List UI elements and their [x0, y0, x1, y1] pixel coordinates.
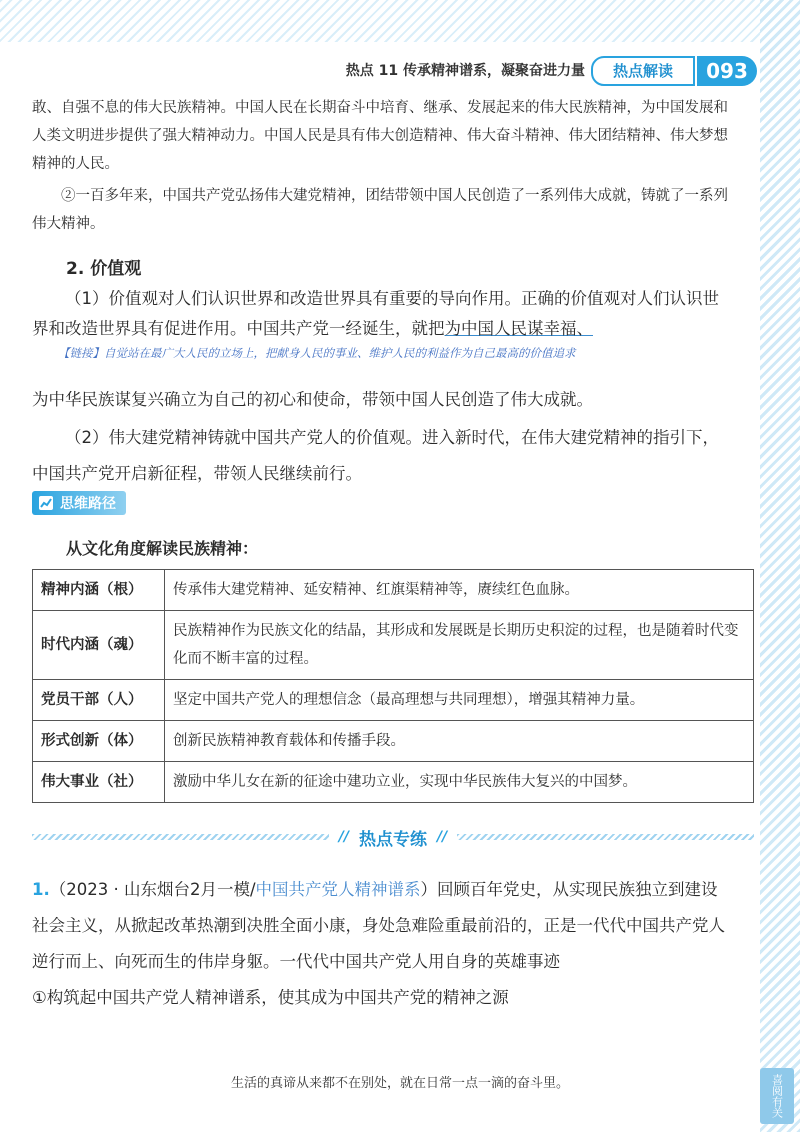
top-decorative-stripe [0, 0, 800, 42]
question-stem: 回顾百年党史，从实现民族独立到建设社会主义，从掀起改革热潮到决胜全面小康，身处急难险重最前沿的，正是一代代中国共产党人逆行而上、向死而生的伟岸身躯。一代代中国共产党人用自身的英雄事迹 [32, 880, 725, 971]
question-source-end: ） [420, 880, 438, 899]
footer-quote: 生活的真谛从来都不在别处，就在日常一点一滴的奋斗里。 [230, 1076, 569, 1091]
row-value: 民族精神作为民族文化的结晶，其形成和发展既是长期历史积淀的过程，也是随着时代变化而不断丰富的过程。 [165, 611, 754, 680]
question-tag: 中国共产党人精神谱系 [255, 880, 421, 899]
question-option-1: ①构筑起中国共产党人精神谱系，使其成为中国共产党的精神之源 [32, 988, 509, 1007]
row-value: 激励中华儿女在新的征途中建功立业，实现中华民族伟大复兴的中国梦。 [165, 762, 754, 803]
thinking-path-label [32, 491, 126, 515]
question-number: 1. [32, 880, 50, 899]
slash-mark-icon: // [437, 829, 448, 845]
table-row [33, 721, 754, 762]
value-paragraph-2: （2）伟大建党精神铸就中国共产党人的价值观。进入新时代，在伟大建党精神的指引下，中国共产党开启新征程，带领人民继续前行。 [32, 428, 719, 483]
row-value: 坚定中国共产党人的理想信念（最高理想与共同理想），增强其精神力量。 [165, 680, 754, 721]
question-1 [32, 872, 732, 1016]
page-header [0, 54, 765, 84]
table-title: 从文化角度解读民族精神： [66, 539, 259, 558]
section-title: 热点专练 [359, 829, 427, 850]
value-section [32, 254, 732, 279]
row-key: 精神内涵（根） [33, 570, 165, 611]
paragraph-2: ②一百多年来，中国共产党弘扬伟大建党精神，团结带领中国人民创造了一系列伟大成就，铸就了一系列伟大精神。 [32, 188, 728, 232]
spirit-table [32, 569, 754, 803]
row-value: 传承伟大建党精神、延安精神、红旗渠精神等，赓续红色血脉。 [165, 570, 754, 611]
slash-mark-icon: // [338, 829, 349, 845]
row-key: 党员干部（人） [33, 680, 165, 721]
side-tab: 喜阅有关 [760, 1068, 794, 1124]
row-key: 伟大事业（社） [33, 762, 165, 803]
side-decorative-stripe [760, 0, 800, 1132]
section-divider [457, 834, 754, 840]
row-value: 创新民族精神教育载体和传播手段。 [165, 721, 754, 762]
question-source: （2023 · 山东烟台2月一模/ [49, 880, 256, 899]
header-badge: 热点解读 [591, 56, 695, 86]
page-number: 093 [697, 56, 757, 86]
value-text-b: 为中华民族谋复兴确立为自己的初心和使命，带领中国人民创造了伟大成就。 [32, 390, 593, 409]
thinking-path-text: 思维路径 [60, 496, 116, 512]
paragraph-1: 敢、自强不息的伟大民族精神。中国人民在长期奋斗中培育、继承、发展起来的伟大民族精神，为中国发展和人类文明进步提供了强大精神动力。中国人民是具有伟大创造精神、伟大奋斗精神、伟大团结精神、伟大梦想精神的人民。 [32, 100, 728, 172]
row-key: 形式创新（体） [33, 721, 165, 762]
value-paragraph-1 [32, 284, 732, 344]
value-text-underlined: 为中国人民谋幸福、 [444, 319, 593, 338]
section-heading [32, 825, 754, 849]
table-row [33, 680, 754, 721]
value-text-a: （1）价值观对人们认识世界和改造世界具有重要的导向作用。正确的价值观对人们认识世界和改造世界具有促进作用。中国共产党一经诞生，就把 [32, 289, 719, 338]
chart-icon [38, 495, 54, 511]
header-title: 热点 11 传承精神谱系，凝聚奋进力量 [345, 63, 585, 79]
section-divider [32, 834, 329, 840]
table-row [33, 762, 754, 803]
value-paragraph-1-continued [32, 382, 732, 492]
top-text [32, 94, 732, 238]
handwritten-note: 【链接】自觉站在最广大人民的立场上，把献身人民的事业、维护人民的利益作为自己最高的价值追求 [58, 346, 576, 360]
row-key: 时代内涵（魂） [33, 611, 165, 680]
value-heading: 2. 价值观 [66, 259, 142, 279]
table-row [33, 611, 754, 680]
table-row [33, 570, 754, 611]
